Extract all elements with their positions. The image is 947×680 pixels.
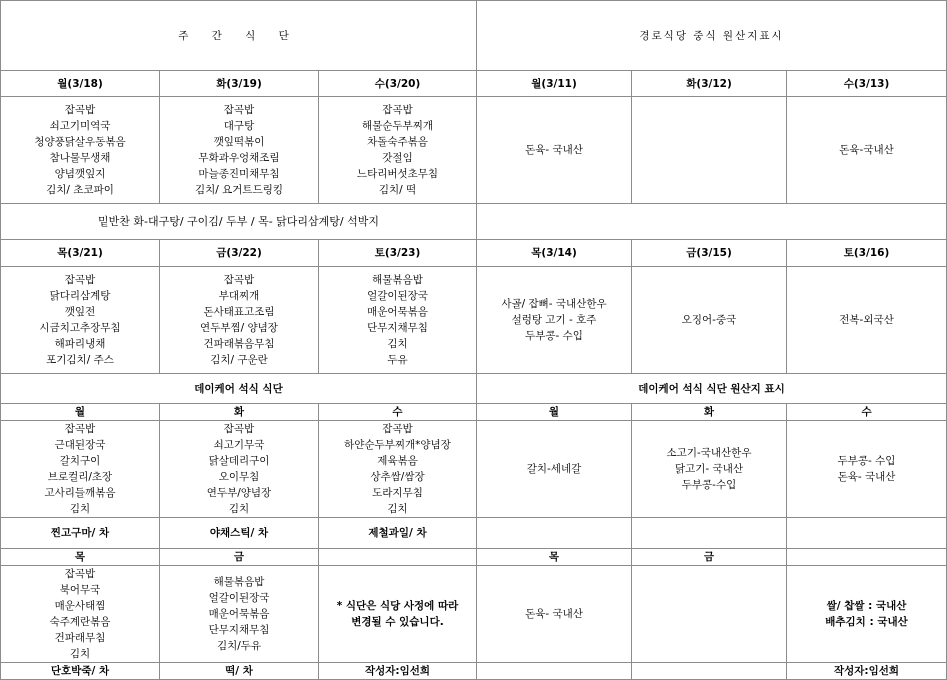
empty-cell [477, 663, 632, 680]
snack-cell: 제철과일/ 차 [319, 518, 477, 549]
origin-cell [477, 267, 632, 374]
menu-item: 두유 [387, 354, 408, 366]
menu-item: 매운어묵볶음 [208, 608, 270, 620]
daycare-day-header: 화 [160, 404, 319, 421]
menu-item: 해물볶음밥 [213, 576, 265, 588]
menu-item: 깻잎떡볶이 [213, 136, 265, 148]
author-label: 작성자:임선희 [787, 663, 947, 680]
daycare-origin-day-header: 월 [477, 404, 632, 421]
notice-line: * 식단은 식당 사정에 따라 [336, 600, 459, 612]
empty-cell [319, 549, 477, 566]
empty-cell [787, 549, 947, 566]
menu-item: 얼갈이된장국 [367, 290, 428, 302]
menu-item: 잡곡밥 [223, 274, 255, 286]
origin-day-header: 월(3/11) [477, 71, 632, 97]
menu-item: 김치 [69, 503, 91, 515]
menu-item: 매운사태찜 [54, 600, 106, 612]
origin-item: 설렁탕 고기 - 호주 [511, 314, 597, 326]
daycare-origin-cell [787, 421, 947, 518]
menu-item: 해파리냉채 [54, 338, 106, 350]
origin-day-header: 수(3/13) [787, 71, 947, 97]
daycare-menu-cell [160, 566, 319, 663]
notice-cell [319, 566, 477, 663]
daycare-origin-day-header: 화 [632, 404, 787, 421]
daycare-day-header: 목 [1, 549, 160, 566]
menu-item: 김치/두유 [216, 640, 262, 652]
menu-item: 차돌숙주볶음 [367, 136, 428, 148]
daycare-title: 데이케어 석식 식단 [1, 374, 477, 404]
menu-item: 숙주계란볶음 [49, 616, 111, 628]
day-header: 금(3/22) [160, 240, 319, 267]
menu-item: 닭다리삼계탕 [49, 290, 111, 302]
menu-item: 잡곡밥 [64, 274, 96, 286]
menu-item: 연두부/양념장 [206, 487, 272, 499]
origin-item: 닭고기- 국내산 [675, 463, 743, 475]
menu-item: 부대찌개 [218, 290, 260, 302]
menu-item: 잡곡밥 [382, 423, 413, 435]
menu-item: 마늘종진미채무침 [198, 168, 280, 180]
menu-item: 김치 [69, 648, 91, 660]
menu-item: 양념깻잎지 [54, 168, 106, 180]
daycare-origin-cell [477, 566, 632, 663]
origin-item: 전복-외국산 [839, 314, 894, 326]
menu-item: 잡곡밥 [64, 104, 96, 116]
origin-cell [632, 97, 787, 204]
origin-item: 두부콩- 수입 [837, 455, 896, 467]
menu-item: 돈사태표고조림 [203, 306, 275, 318]
menu-item: 잡곡밥 [64, 423, 96, 435]
empty-cell [787, 518, 947, 549]
origin-day-header: 화(3/12) [632, 71, 787, 97]
daycare-menu-cell [319, 421, 477, 518]
menu-item: 하얀순두부찌개*양념장 [344, 439, 451, 451]
menu-item: 건파래무침 [54, 632, 106, 644]
menu-cell [319, 97, 477, 204]
menu-item: 상추쌈/쌈장 [370, 471, 425, 483]
menu-item: 잡곡밥 [223, 104, 255, 116]
snack-cell: 야채스틱/ 차 [160, 518, 319, 549]
weekly-menu-title: 주 간 식 단 [1, 1, 477, 71]
menu-item: 잡곡밥 [223, 423, 255, 435]
daycare-day-header: 금 [160, 549, 319, 566]
daycare-origin-cell [477, 421, 632, 518]
notice-line: 변경될 수 있습니다. [351, 616, 444, 628]
origin-item: 돈육- 국내산 [525, 608, 583, 620]
daycare-menu-cell [1, 421, 160, 518]
menu-item: 잡곡밥 [382, 104, 413, 116]
origin-day-header: 금(3/15) [632, 240, 787, 267]
origin-item: 갈치-세네갈 [526, 463, 582, 475]
daycare-day-header: 월 [1, 404, 160, 421]
menu-item: 연두부찜/ 양념장 [200, 322, 278, 334]
menu-item: 쇠고기무국 [213, 439, 265, 451]
daycare-origin-title: 데이케어 석식 식단 원산지 표시 [477, 374, 947, 404]
menu-cell [160, 267, 319, 374]
daycare-menu-cell [1, 566, 160, 663]
origin-cell [787, 97, 947, 204]
menu-cell [160, 97, 319, 204]
daycare-origin-cell [787, 566, 947, 663]
menu-cell [1, 267, 160, 374]
menu-item: 해물순두부찌개 [361, 120, 433, 132]
empty-cell [632, 663, 787, 680]
daycare-menu-cell [160, 421, 319, 518]
origin-item: 소고기-국내산한우 [666, 447, 752, 459]
origin-item: 사골/ 잡뼈- 국내산한우 [501, 298, 607, 310]
side-dish-note: 밑반찬 화-대구탕/ 구이김/ 두부 / 목- 닭다리삼계탕/ 석박지 [1, 204, 477, 240]
snack-cell: 떡/ 차 [160, 663, 319, 680]
origin-item: 돈육-국내산 [839, 144, 894, 156]
menu-item: 김치/ 구운란 [210, 354, 268, 366]
menu-item: 오이무침 [218, 471, 260, 483]
daycare-origin-cell [632, 566, 787, 663]
snack-cell: 단호박죽/ 차 [1, 663, 160, 680]
menu-item: 잡곡밥 [64, 568, 96, 580]
empty-cell [477, 518, 632, 549]
menu-item: 얼갈이된장국 [208, 592, 270, 604]
menu-item: 매운어묵볶음 [367, 306, 428, 318]
origin-item: 돈육- 국내산 [525, 144, 583, 156]
day-header: 목(3/21) [1, 240, 160, 267]
menu-item: 참나물무생채 [49, 152, 111, 164]
origin-title: 경로식당 중식 원산지표시 [477, 1, 947, 71]
menu-item: 고사리들깨볶음 [44, 487, 116, 499]
day-header: 토(3/23) [319, 240, 477, 267]
menu-item: 무화과우엉채조림 [198, 152, 280, 164]
menu-item: 해물볶음밥 [372, 274, 423, 286]
daycare-day-header: 수 [319, 404, 477, 421]
origin-item: 돈육- 국내산 [837, 471, 896, 483]
menu-item: 단무지채무침 [367, 322, 428, 334]
day-header: 수(3/20) [319, 71, 477, 97]
empty-cell [477, 204, 947, 240]
menu-item: 브로컬리/초장 [47, 471, 113, 483]
empty-cell [632, 518, 787, 549]
daycare-origin-cell [632, 421, 787, 518]
daycare-origin-day-header: 금 [632, 549, 787, 566]
menu-item: 깻잎전 [64, 306, 96, 318]
origin-item: 쌀/ 찹쌀 : 국내산 [826, 600, 907, 612]
origin-cell [787, 267, 947, 374]
menu-cell [1, 97, 160, 204]
menu-item: 제육볶음 [377, 455, 418, 467]
menu-item: 단무지채무침 [208, 624, 270, 636]
menu-item: 닭살데리구이 [208, 455, 270, 467]
menu-item: 김치/ 떡 [378, 184, 417, 196]
origin-day-header: 목(3/14) [477, 240, 632, 267]
menu-item: 김치/ 요거트드링킹 [194, 184, 284, 196]
menu-item: 갈치구이 [59, 455, 101, 467]
menu-cell [319, 267, 477, 374]
menu-item: 청양풍닭살우동볶음 [34, 136, 126, 148]
origin-item: 오징어-중국 [681, 314, 737, 326]
menu-item: 갓절임 [382, 152, 413, 164]
author-label: 작성자:임선희 [319, 663, 477, 680]
menu-item: 도라지무침 [372, 487, 423, 499]
origin-item: 두부콩-수입 [681, 479, 737, 491]
menu-item: 김치 [228, 503, 250, 515]
origin-day-header: 토(3/16) [787, 240, 947, 267]
daycare-origin-day-header: 목 [477, 549, 632, 566]
origin-item: 배추김치 : 국내산 [825, 616, 908, 628]
daycare-origin-day-header: 수 [787, 404, 947, 421]
origin-cell [477, 97, 632, 204]
snack-cell: 찐고구마/ 차 [1, 518, 160, 549]
origin-item: 두부콩- 수입 [525, 330, 583, 342]
menu-item: 대구탕 [223, 120, 255, 132]
origin-cell [632, 267, 787, 374]
menu-item: 쇠고기미역국 [49, 120, 111, 132]
menu-item: 건파래볶음무침 [203, 338, 275, 350]
menu-item: 느타리버섯초무침 [356, 168, 439, 180]
menu-item: 시금치고추장무침 [39, 322, 121, 334]
menu-item: 김치 [387, 338, 408, 350]
menu-item: 근대된장국 [54, 439, 106, 451]
day-header: 화(3/19) [160, 71, 319, 97]
menu-item: 북어무국 [59, 584, 101, 596]
day-header: 월(3/18) [1, 71, 160, 97]
menu-item: 포기김치/ 주스 [46, 354, 114, 366]
menu-item: 김치 [387, 503, 408, 515]
menu-item: 김치/ 초코파이 [46, 184, 114, 196]
